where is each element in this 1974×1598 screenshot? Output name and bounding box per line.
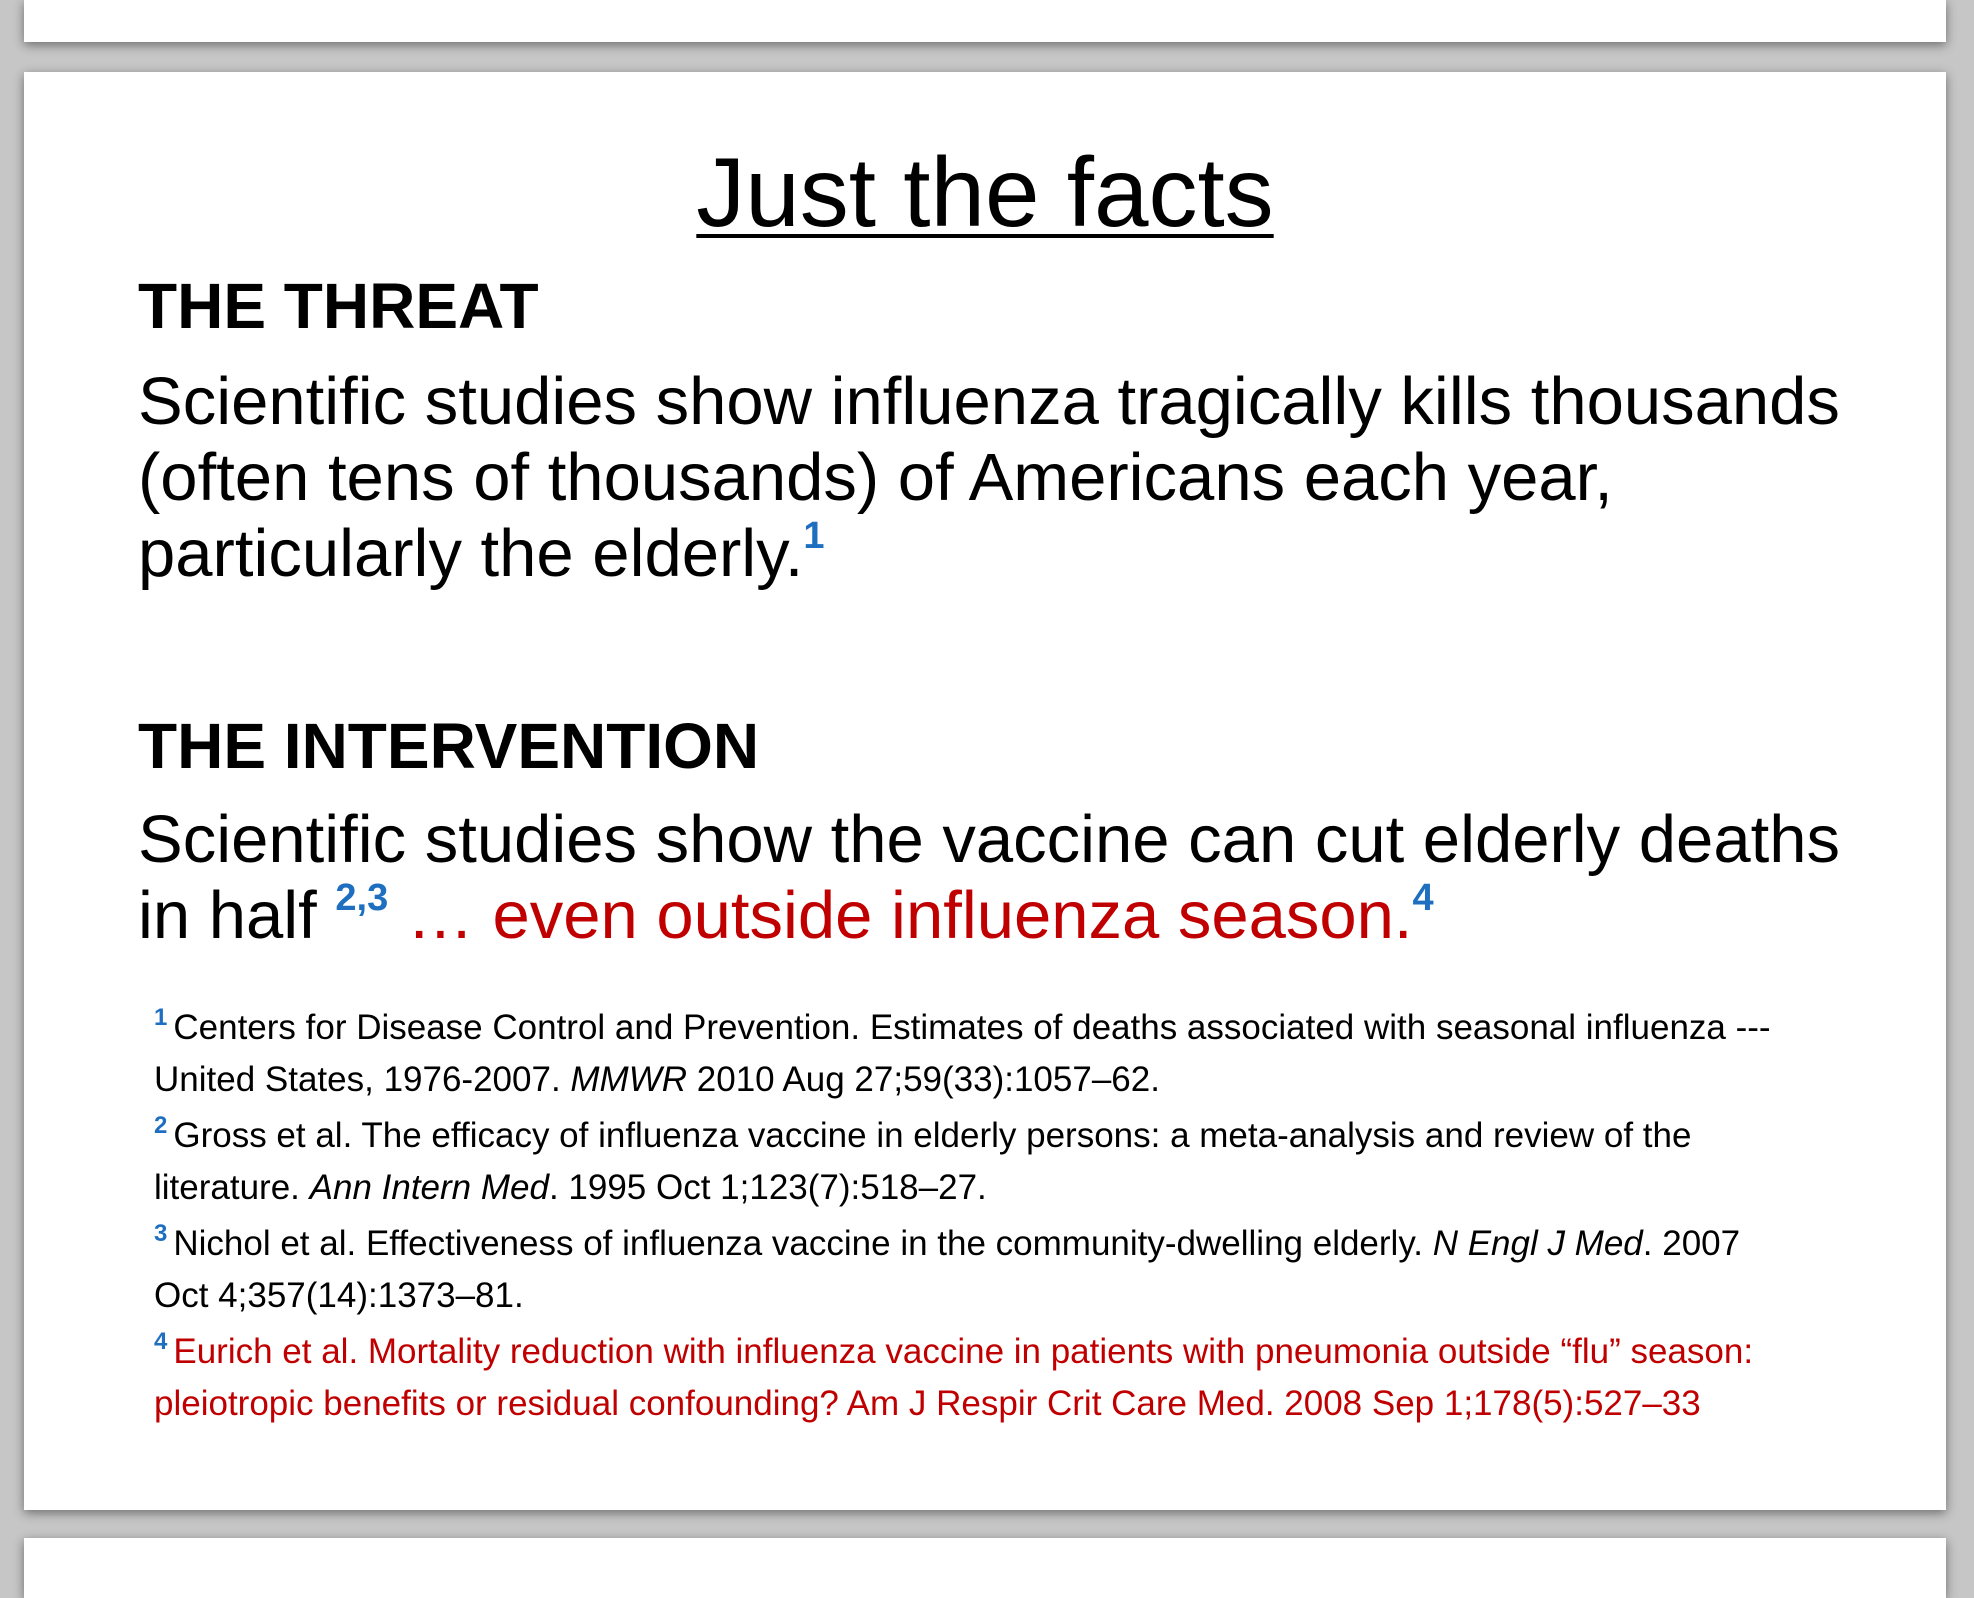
- reference-journal: Ann Intern Med: [309, 1168, 549, 1207]
- previous-slide-edge[interactable]: [24, 0, 1946, 42]
- reference-number: 2: [154, 1112, 168, 1139]
- reference-mark-4: 4: [1412, 877, 1434, 919]
- reference-item-3: [154, 1218, 1774, 1322]
- reference-mark-1: 1: [803, 515, 825, 557]
- reference-text: Centers for Disease Control and Prevention. Estimates of deaths associated with seasonal influenza --- United States, 1976-2007.: [154, 1008, 1771, 1099]
- reference-text: Gross et al. The efficacy of influenza vaccine in elderly persons: a meta-analysis and review of the literature.: [154, 1116, 1692, 1207]
- intervention-text: Scientific studies show the vaccine can cut elderly deaths in half: [138, 802, 1840, 953]
- threat-heading: THE THREAT: [138, 270, 539, 342]
- reference-list: [154, 1002, 1774, 1434]
- intervention-paragraph: [138, 802, 1878, 954]
- threat-text: Scientific studies show influenza tragically kills thousands (often tens of thousands) of Americans each year, particularly the elderly.: [138, 364, 1840, 591]
- reference-mark-2-3: 2,3: [335, 877, 389, 919]
- reference-number: 1: [154, 1004, 168, 1031]
- reference-journal: MMWR: [570, 1060, 688, 1099]
- reference-item-4: [154, 1326, 1774, 1430]
- reference-number: 4: [154, 1328, 168, 1355]
- reference-citation: . 2007 Oct 4;357(14):1373–81.: [154, 1224, 1741, 1315]
- reference-text: Nichol et al. Effectiveness of influenza vaccine in the community-dwelling elderly.: [173, 1224, 1423, 1263]
- slide-title: Just the facts: [696, 137, 1274, 247]
- reference-citation: . 1995 Oct 1;123(7):518–27.: [548, 1168, 987, 1207]
- threat-paragraph: [138, 364, 1878, 592]
- next-slide-edge[interactable]: [24, 1538, 1946, 1598]
- reference-text: Eurich et al. Mortality reduction with influenza vaccine in patients with pneumonia outside “flu” season: pleiotropic benefits or residual confounding? Am J Respir Crit Care Med. 2008 Sep 1;178(5):527–33: [154, 1332, 1754, 1423]
- reference-item-2: [154, 1110, 1774, 1214]
- reference-journal: N Engl J Med: [1432, 1224, 1643, 1263]
- reference-item-1: [154, 1002, 1774, 1106]
- reference-citation: 2010 Aug 27;59(33):1057–62.: [696, 1060, 1160, 1099]
- reference-number: 3: [154, 1220, 168, 1247]
- intervention-red-text: … even outside influenza season.: [406, 878, 1413, 953]
- slide-page: [24, 72, 1946, 1510]
- intervention-heading: THE INTERVENTION: [138, 710, 760, 782]
